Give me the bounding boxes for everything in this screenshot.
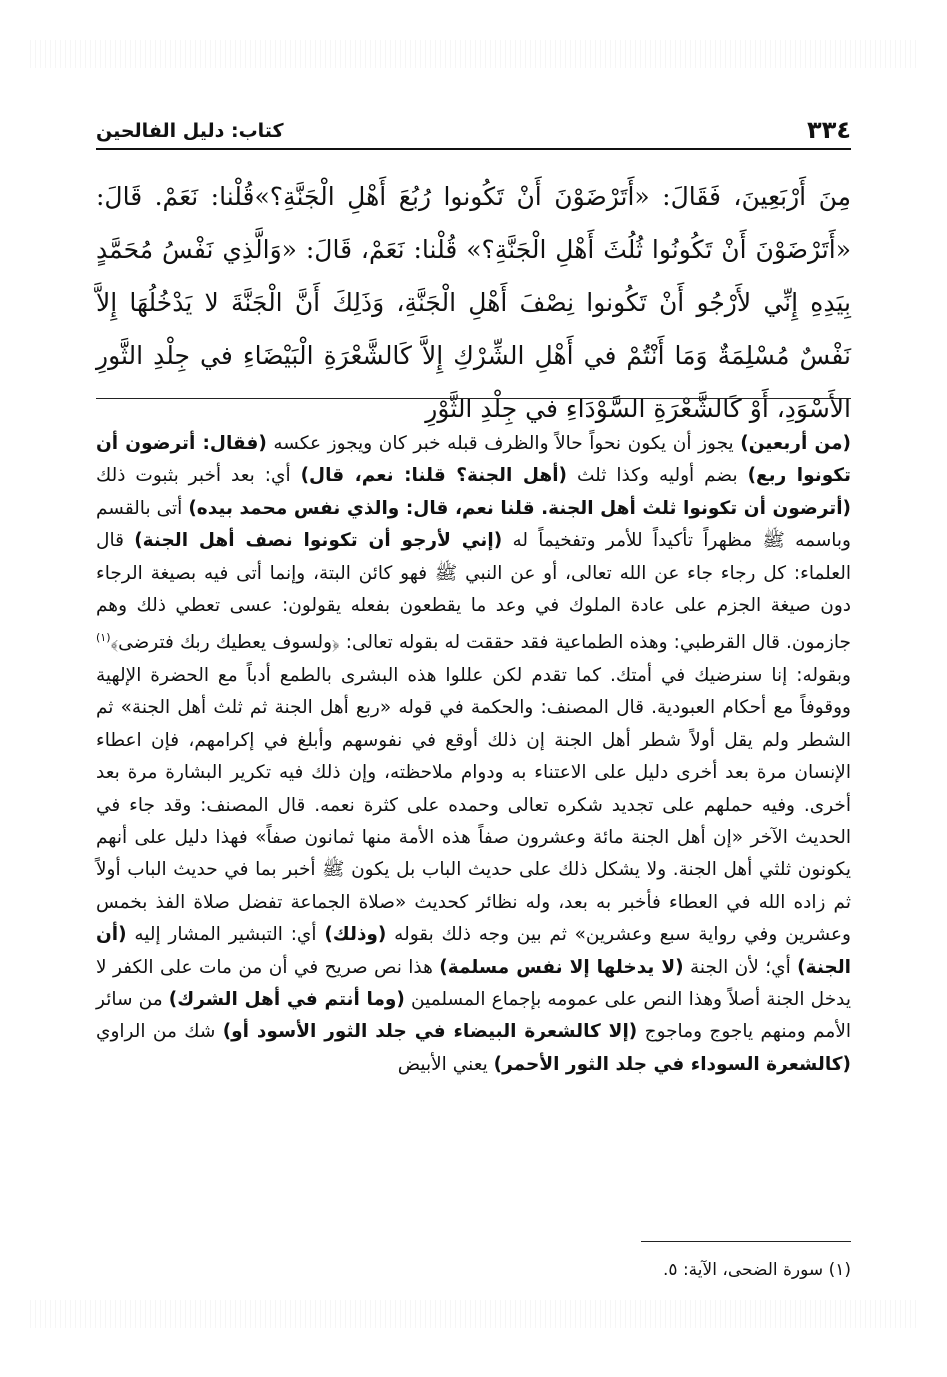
commentary-text: هذا نص صريح في أن من مات على الكفر لا يدخل الجنة أصلاً وهذا النص على عمومه بإجماع المسلمين [96, 956, 851, 1011]
page-header [96, 112, 851, 150]
quoted-phrase: (من أربعين) [740, 433, 852, 454]
commentary-text: قال العلماء: كل رجاء جاء عن الله تعالى، أو عن النبي ﷺ فهو كائن البتة، وإنما أتى فيه بصيغة الرجاء دون صيغة الجزم على عادة الملوك في وعد ما يقطعون بفعله يقولون: عسى تعطي ذلك وهم جازمون. قال القرطبي: وهذه الطماعية فقد حققت له بقوله تعالى: ﴿ولسوف يعطيك ربك فترضى﴾ [96, 530, 851, 654]
quoted-phrase: (وذلك) [324, 924, 387, 946]
book-title: كتاب: دليل الفالحين [96, 120, 284, 142]
quoted-phrase: (كالشعرة السوداء في جلد الثور الأحمر) [493, 1053, 851, 1075]
quoted-phrase: (أهل الجنة؟ قلنا: نعم، قال) [300, 465, 568, 487]
quoted-phrase: (فقال: أترضون أن تكونوا ربع) [96, 433, 851, 487]
page-number: ٣٣٤ [807, 116, 851, 144]
commentary-paragraph [96, 428, 851, 1081]
footnote: (١) سورة الضحى، الآية: ٥. [663, 1260, 851, 1280]
commentary-text: أي: التبشير المشار إليه [126, 924, 325, 946]
commentary-text: أي: بعد أخبر بثبوت ذلك [96, 465, 301, 487]
hadith-text-block [96, 170, 851, 435]
quoted-phrase: (أن الجنة) [96, 924, 851, 978]
footnote-marker: (١) [96, 631, 111, 645]
quoted-phrase: (وما أنتم في أهل الشرك) [168, 989, 405, 1011]
scan-noise-top [30, 40, 917, 68]
commentary-text: وبقوله: إنا سنرضيك في أمتك. كما تقدم لكن عللوا هذه البشرى بالطمع أدباً مع الحضرة الإلهية ووقوفاً مع أحكام العبودية. قال المصنف: والحكمة في قوله «ربع أهل الجنة ثم ثلث أهل الجنة» ثم الشطر ولم يقل أولاً شطر أهل الجنة إن ذلك أوقع في نفوسهم وأبلغ في إكرامهم، فإن اعطاء الإنسان مرة بعد أخرى دليل على الاعتناء به ودوام ملاحظته، وإن ذلك فيه تكرير البشارة مرة بعد أخرى. وفيه حملهم على تجديد شكره تعالى وحمده على كثرة نعمه. قال المصنف: وقد جاء في الحديث الآخر «إن أهل الجنة مائة وعشرون صفاً هذه الأمة منها ثمانون صفاً» فهذا دليل على أنهم يكونون ثلثي أهل الجنة. ولا يشكل ذلك على حديث الباب بل يكون ﷺ أخبر بما في حديث الباب أولاً ثم زاده الله في العطاء فأخبر به بعد، وله نظائر كحديث «صلاة الجماعة تفضل صلاة الفذ بخمس وعشرين وفي رواية سبع وعشرين» ثم بين وجه ذلك بقوله [96, 665, 851, 946]
commentary-block [96, 428, 851, 1081]
quoted-phrase: (إني لأرجو أن تكونوا نصف أهل الجنة) [134, 530, 503, 552]
section-divider [96, 398, 851, 399]
quoted-phrase: (أترضون أن تكونوا ثلث أهل الجنة. قلنا نعم، قال: والذي نفس محمد بيده) [188, 497, 851, 519]
commentary-text: شك من الراوي [96, 1021, 223, 1043]
quoted-phrase: (إلا كالشعرة البيضاء في جلد الثور الأسود أو) [222, 1021, 638, 1043]
commentary-text: يعني الأبيض [397, 1053, 494, 1075]
scan-noise-bottom [30, 1300, 917, 1328]
quoted-phrase: (لا يدخلها إلا نفس مسلمة) [439, 956, 684, 978]
footnote-divider [641, 1241, 851, 1242]
commentary-text: يجوز أن يكون نحواً حالاً والظرف قبله خبر كان ويجوز عكسه [266, 433, 741, 454]
commentary-text: بضم أوليه وكذا ثلث [567, 465, 748, 487]
commentary-text: أتى بالقسم وباسمه ﷺ مظهراً تأكيداً للأمر وتفخيماً له [96, 497, 851, 552]
hadith-text: مِنَ أَرْبَعِينَ، فَقَالَ: «أَتَرْضَوْنَ أَنْ تَكُونوا رُبُعَ أَهْلِ الْجَنَّةِ؟»قُلْنا: نَعَمْ. قَالَ: «أَتَرْضَوْنَ أَنْ تَكُونُوا ثُلُثَ أَهْلِ الْجَنَّةِ؟» قُلْنا: نَعَمْ، قَالَ: «وَالَّذِي نَفْسُ مُحَمَّدٍ بِيَدِهِ إِنِّي لأَرْجُو أَنْ تَكُونوا نِصْفَ أَهْلِ الْجَنَّةِ، وَذَلِكَ أَنَّ الْجَنَّةَ لا يَدْخُلُهَا إِلاَّ نَفْسٌ مُسْلِمَةٌ وَمَا أَنْتُمْ في أَهْلِ الشِّرْكِ إِلاَّ كَالشَّعْرَةِ الْبَيْضَاءِ في جِلْدِ الثَّورِ الأَسْوَدِ، أَوْ كَالشَّعْرَةِ السَّوْدَاءِ في جِلْدِ الثَّوْرِ [96, 182, 851, 423]
commentary-text: من سائر الأمم ومنهم ياجوج وماجوج [96, 989, 852, 1043]
commentary-text: أي؛ لأن الجنة [683, 956, 798, 978]
